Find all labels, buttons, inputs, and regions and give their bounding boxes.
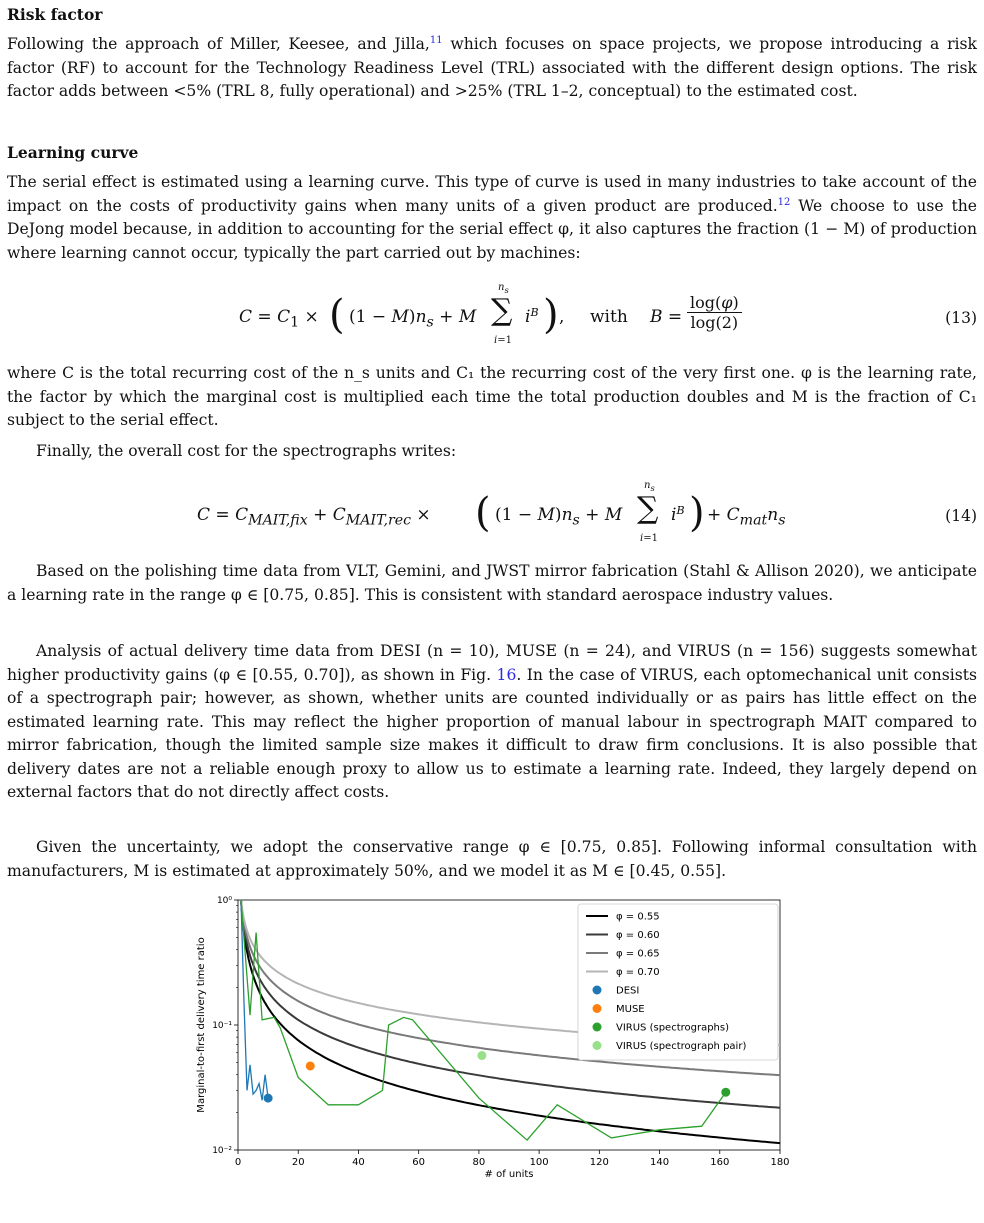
legend-swatch [593, 1041, 602, 1050]
y-tick-label: 10⁰ [216, 896, 232, 906]
finally-paragraph: Finally, the overall cost for the spectrographs writes: [36, 442, 457, 460]
legend-swatch [593, 1023, 602, 1032]
x-tick-label: 160 [710, 1157, 730, 1168]
x-tick-label: 20 [291, 1157, 305, 1168]
equation-13: $C = C_1$ × ( $(1 - M)n_s + M$ $n_s$ ∑ i=1 $i^B$ ) , with B = $\frac{\log(\varphi)}{\log(2)}$ (13) [239, 282, 977, 346]
risk-factor-heading: Risk factor [7, 5, 103, 24]
given-paragraph: Given the uncertainty, we adopt the conservative range φ ∈ [0.75, 0.85]. Following informal consultation with manufacturers, M is estimated at approximately 50%, and we model it as M ∈ [0.45, 0.55]. [7, 838, 977, 880]
polishing-paragraph: Based on the polishing time data from VLT, Gemini, and JWST mirror fabrication (Stahl & Allison 2020), we anticipate a learning rate in the range φ ∈ [0.75, 0.85]. This is consistent with standard aerospace industry values. [7, 562, 977, 604]
citation-12[interactable]: 12 [777, 196, 791, 208]
series-point-0 [264, 1094, 273, 1103]
y-tick-label: 10⁻² [212, 1146, 232, 1156]
x-tick-label: 140 [650, 1157, 670, 1168]
x-tick-label: 60 [412, 1157, 426, 1168]
risk-factor-paragraph: Following the approach of Miller, Keesee, and Jilla,$^{11}$ which focuses on space projects, we propose introducing a risk factor (RF) to account for the Technology Readiness Level (TRL) associated with the different design options. The risk factor adds between <5% (TRL 8, fully operational) and >25% (TRL 1–2, conceptual) to the estimated cost. [7, 35, 977, 100]
equation-13-number: (13) [945, 309, 977, 327]
x-tick-label: 180 [770, 1157, 790, 1168]
analysis-paragraph: Analysis of actual delivery time data from DESI (n = 10), MUSE (n = 24), and VIRUS (n = 156) suggests somewhat higher productivity gains (φ ∈ [0.55, 0.70]), as shown in Fig. 16. In the case of VIRUS, each optomechanical unit consists of a spectrograph pair; however, as shown, whether units are counted individually or as pairs has little effect on the estimated learning rate. This may reflect the higher proportion of manual labour in spectrograph MAIT compared to mirror fabrication, though the limited sample size makes it difficult to draw firm conclusions. It is also possible that delivery dates are not a reliable enough proxy to allow us to estimate a learning rate. Indeed, they largely depend on external factors that do not directly affect costs. [7, 642, 977, 801]
x-tick-label: 0 [234, 1157, 242, 1168]
legend-swatch [593, 1004, 602, 1013]
citation-11[interactable]: 11 [429, 35, 443, 46]
legend-label: MUSE [616, 1004, 645, 1015]
after-eq13-paragraph: where C is the total recurring cost of the n_s units and C₁ the recurring cost of the very first one. φ is the learning rate, the factor by which the marginal cost is multiplied each time the total production doubles and M is the fraction of C₁ subject to the serial effect. [7, 364, 977, 429]
legend-label: φ = 0.65 [616, 948, 660, 960]
x-axis-label: # of units [484, 1169, 534, 1180]
legend-label: φ = 0.60 [616, 930, 660, 941]
legend-label: φ = 0.70 [616, 967, 660, 978]
x-tick-label: 120 [589, 1157, 609, 1168]
figure-16-link[interactable]: 16 [496, 665, 517, 684]
equation-14: $C = C_{MAIT,fix} + C_{MAIT,rec}$ × ( $(1 - M)n_s + M$ $n_s$ ∑ i=1 $i^B$ ) + $C_{mat}n_s$ (14) [197, 480, 977, 544]
series-point-1 [306, 1061, 315, 1070]
legend-box [578, 904, 778, 1060]
y-tick-label: 10⁻¹ [212, 1021, 232, 1031]
legend-label: VIRUS (spectrographs) [616, 1022, 730, 1034]
x-tick-label: 100 [529, 1157, 549, 1168]
series-point-2 [721, 1088, 730, 1097]
legend-label: VIRUS (spectrograph pair) [616, 1041, 747, 1052]
y-axis-label: Marginal-to-first delivery time ratio [196, 937, 207, 1113]
learning-rate-chart [180, 890, 800, 1190]
equation-14-number: (14) [945, 507, 977, 525]
legend-label: φ = 0.55 [616, 911, 660, 923]
learning-curve-paragraph: The serial effect is estimated using a learning curve. This type of curve is used in many industries to take account of the impact on the costs of productivity gains when many units of a given product are produced.$^{12}$ We choose to use the DeJong model because, in addition to accounting for the serial effect φ, it also captures the fraction (1 − M) of production where learning cannot occur, typically the part carried out by machines: [7, 173, 977, 262]
legend-label: DESI [616, 985, 640, 997]
x-tick-label: 40 [352, 1157, 365, 1168]
legend-swatch [593, 986, 602, 995]
learning-curve-heading: Learning curve [7, 143, 139, 162]
series-point-3 [477, 1051, 486, 1060]
x-tick-label: 80 [472, 1157, 486, 1168]
